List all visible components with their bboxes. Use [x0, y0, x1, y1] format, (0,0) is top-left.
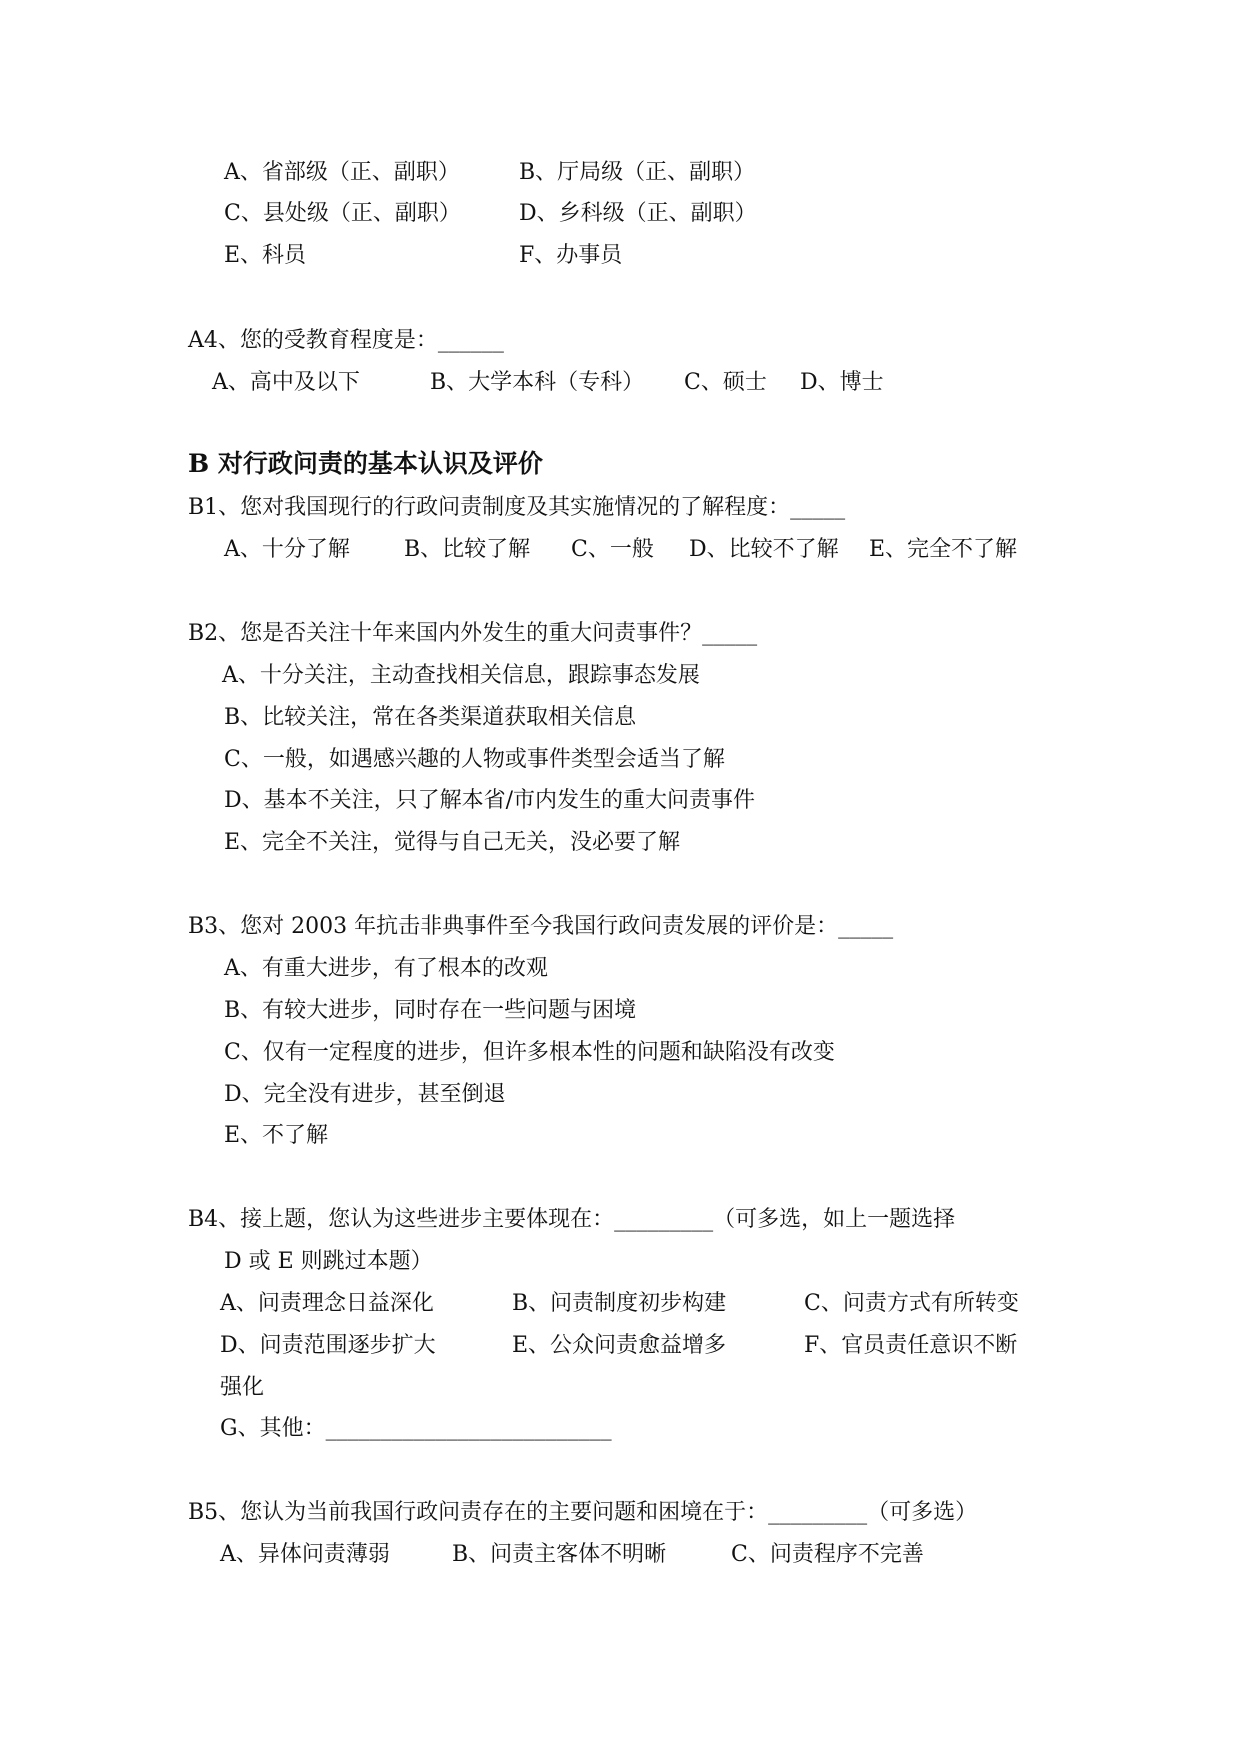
b2-option-e: E、完全不关注，觉得与自己无关，没必要了解 [224, 830, 681, 855]
b1-option-d: D、比较不了解 [689, 537, 839, 562]
a3-option-c: C、县处级（正、副职） [224, 201, 461, 226]
b4-option-g: G、其他：__________________________ [220, 1416, 612, 1441]
b2-option-c: C、一般，如遇感兴趣的人物或事件类型会适当了解 [224, 747, 725, 772]
b3-option-d: D、完全没有进步，甚至倒退 [224, 1082, 506, 1107]
a4-option-d: D、博士 [800, 370, 884, 395]
b4-option-b: B、问责制度初步构建 [512, 1291, 727, 1316]
b1-question: B1、您对我国现行的行政问责制度及其实施情况的了解程度：_____ [188, 495, 846, 520]
a3-option-f: F、办事员 [519, 243, 623, 268]
a4-question: A4、您的受教育程度是：______ [188, 328, 504, 353]
b3-option-c: C、仅有一定程度的进步，但许多根本性的问题和缺陷没有改变 [224, 1040, 835, 1065]
b4-option-c: C、问责方式有所转变 [804, 1291, 1019, 1316]
b2-option-d: D、基本不关注，只了解本省/市内发生的重大问责事件 [224, 788, 756, 813]
b3-option-e: E、不了解 [224, 1123, 329, 1148]
section-b-heading: B 对行政问责的基本认识及评价 [188, 449, 543, 478]
a4-option-b: B、大学本科（专科） [430, 370, 645, 395]
b4-option-e: E、公众问责愈益增多 [512, 1333, 727, 1358]
a3-option-d: D、乡科级（正、副职） [519, 201, 757, 226]
b3-question: B3、您对 2003 年抗击非典事件至今我国行政问责发展的评价是：_____ [188, 914, 894, 939]
b5-option-c: C、问责程序不完善 [731, 1542, 924, 1567]
b4-option-a: A、问责理念日益深化 [220, 1291, 434, 1316]
a3-option-e: E、科员 [224, 243, 307, 268]
b1-option-b: B、比较了解 [404, 537, 531, 562]
a3-option-a: A、省部级（正、副职） [224, 160, 460, 185]
b5-question: B5、您认为当前我国行政问责存在的主要问题和困境在于：_________（可多选） [188, 1500, 978, 1525]
b1-option-e: E、完全不了解 [869, 537, 1018, 562]
b1-option-c: C、一般 [571, 537, 654, 562]
b5-option-b: B、问责主客体不明晰 [452, 1542, 667, 1567]
b3-option-a: A、有重大进步，有了根本的改观 [224, 956, 548, 981]
b4-option-f-continued: 强化 [220, 1375, 265, 1400]
b4-option-f: F、官员责任意识不断 [804, 1333, 1018, 1358]
b5-option-a: A、异体问责薄弱 [220, 1542, 390, 1567]
b2-option-a: A、十分关注，主动查找相关信息，跟踪事态发展 [222, 663, 700, 688]
a3-option-b: B、厅局级（正、副职） [519, 160, 756, 185]
b4-question-line1: B4、接上题，您认为这些进步主要体现在：_________（可多选，如上一题选择 [188, 1207, 956, 1232]
b2-question: B2、您是否关注十年来国内外发生的重大问责事件？_____ [188, 621, 758, 646]
b4-question-line2: D 或 E 则跳过本题） [224, 1249, 433, 1274]
b1-option-a: A、十分了解 [224, 537, 350, 562]
a4-option-a: A、高中及以下 [212, 370, 360, 395]
a4-option-c: C、硕士 [684, 370, 767, 395]
b3-option-b: B、有较大进步，同时存在一些问题与困境 [224, 998, 637, 1023]
b2-option-b: B、比较关注，常在各类渠道获取相关信息 [224, 705, 637, 730]
b4-option-d: D、问责范围逐步扩大 [220, 1333, 436, 1358]
